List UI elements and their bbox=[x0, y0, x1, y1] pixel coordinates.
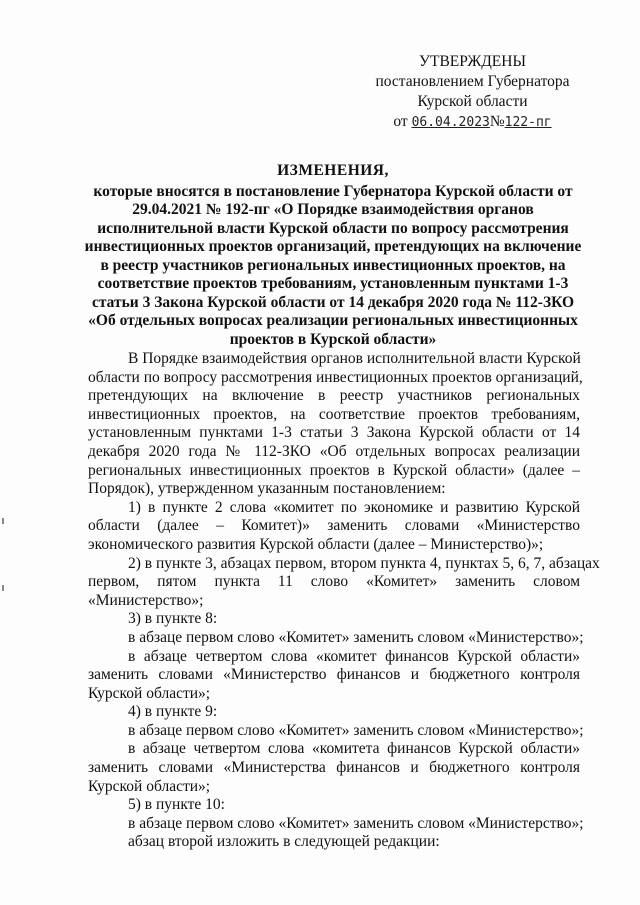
title-line: «Об отдельных вопросах реализации региональных инвестиционных bbox=[88, 312, 578, 329]
body-line: 1) в пункте 2 слова «комитет по экономике и развитию Курской bbox=[128, 498, 580, 516]
title-line: 29.04.2021 № 192-пг «О Порядке взаимодействия органов bbox=[132, 201, 534, 218]
body-line: инвестиционных проектов, на соответствие проектов требованиям, bbox=[88, 405, 580, 423]
body-line: заменить словами «Министерство финансов и бюджетного контроля bbox=[88, 666, 580, 684]
approval-heading: УТВЕРЖДЕНЫ bbox=[419, 53, 526, 70]
document-body bbox=[88, 350, 600, 852]
body-line: 4) в пункте 9: bbox=[128, 703, 218, 721]
body-line: в абзаце первом слово «Комитет» заменить словом «Министерство»; bbox=[128, 628, 584, 646]
body-line: претендующих на включение в реестр участников региональных bbox=[88, 387, 580, 405]
document-title bbox=[78, 162, 588, 349]
title-line: соответствие проектов требованиям, установленным пунктами 1-3 bbox=[97, 275, 569, 292]
number-prefix: № bbox=[489, 113, 505, 130]
body-line: Курской области»; bbox=[88, 684, 211, 702]
title-line: исполнительной власти Курской области по вопросу рассмотрения bbox=[97, 219, 569, 237]
body-line: декабря 2020 года № 112-ЗКО «Об отдельных вопросах реализации bbox=[88, 442, 580, 460]
approval-date-line bbox=[360, 112, 585, 133]
title-line: которые вносятся в постановление Губернатора Курской области от bbox=[93, 182, 573, 200]
approval-authority: постановлением Губернатора bbox=[375, 73, 570, 90]
date-prefix: от bbox=[393, 113, 408, 130]
approval-date: 06.04.2023 bbox=[411, 115, 490, 130]
body-line: Курской области»; bbox=[88, 777, 211, 795]
body-line: «Министерство»; bbox=[88, 591, 204, 609]
scan-margin-mark bbox=[2, 518, 4, 524]
body-line: заменить словами «Министерства финансов и бюджетного контроля bbox=[88, 759, 580, 777]
body-line: в абзаце четвертом слова «комитет финансов Курской области» bbox=[128, 647, 580, 665]
title-heading: ИЗМЕНЕНИЯ, bbox=[277, 162, 389, 179]
title-line: в реестр участников региональных инвестиционных проектов, на bbox=[100, 256, 566, 274]
body-line: 3) в пункте 8: bbox=[128, 610, 218, 628]
approval-stamp-block bbox=[360, 52, 585, 133]
title-line: проектов в Курской области» bbox=[229, 330, 437, 348]
body-line: области по вопросу рассмотрения инвестиционных проектов организаций, bbox=[88, 368, 583, 386]
body-line: первом, пятом пункта 11 слово «Комитет» заменить словом bbox=[88, 573, 580, 591]
scan-margin-mark bbox=[2, 585, 4, 591]
approval-number: 122-пг bbox=[504, 115, 552, 130]
body-line: в абзаце первом слово «Комитет» заменить словом «Министерство»; bbox=[128, 721, 584, 739]
title-line: статьи 3 Закона Курской области от 14 декабря 2020 года № 112-ЗКО bbox=[91, 293, 575, 311]
body-line: В Порядке взаимодействия органов исполнительной власти Курской bbox=[128, 350, 581, 367]
body-line: региональных инвестиционных проектов в Курской области» (далее – bbox=[88, 461, 580, 479]
approval-region: Курской области bbox=[417, 93, 528, 110]
body-line: области (далее – Комитет)» заменить словами «Министерство bbox=[88, 517, 580, 535]
body-line: в абзаце четвертом слова «комитета финансов Курской области» bbox=[128, 740, 580, 758]
title-line: инвестиционных проектов организаций, претендующих на включение bbox=[84, 238, 582, 255]
body-line: установленным пунктами 1-3 статьи 3 Закона Курской области от 14 bbox=[88, 424, 580, 442]
body-line: Порядок), утвержденном указанным постановлением: bbox=[88, 480, 446, 498]
body-line: в абзаце первом слово «Комитет» заменить словом «Министерство»; bbox=[128, 814, 584, 832]
body-line: 5) в пункте 10: bbox=[128, 796, 225, 814]
body-line: 2) в пункте 3, абзацах первом, втором пункта 4, пунктах 5, 6, 7, абзацах bbox=[128, 554, 600, 572]
body-line: экономического развития Курской области (далее – Министерство)»; bbox=[88, 535, 544, 553]
body-line: абзац второй изложить в следующей редакции: bbox=[128, 833, 440, 851]
